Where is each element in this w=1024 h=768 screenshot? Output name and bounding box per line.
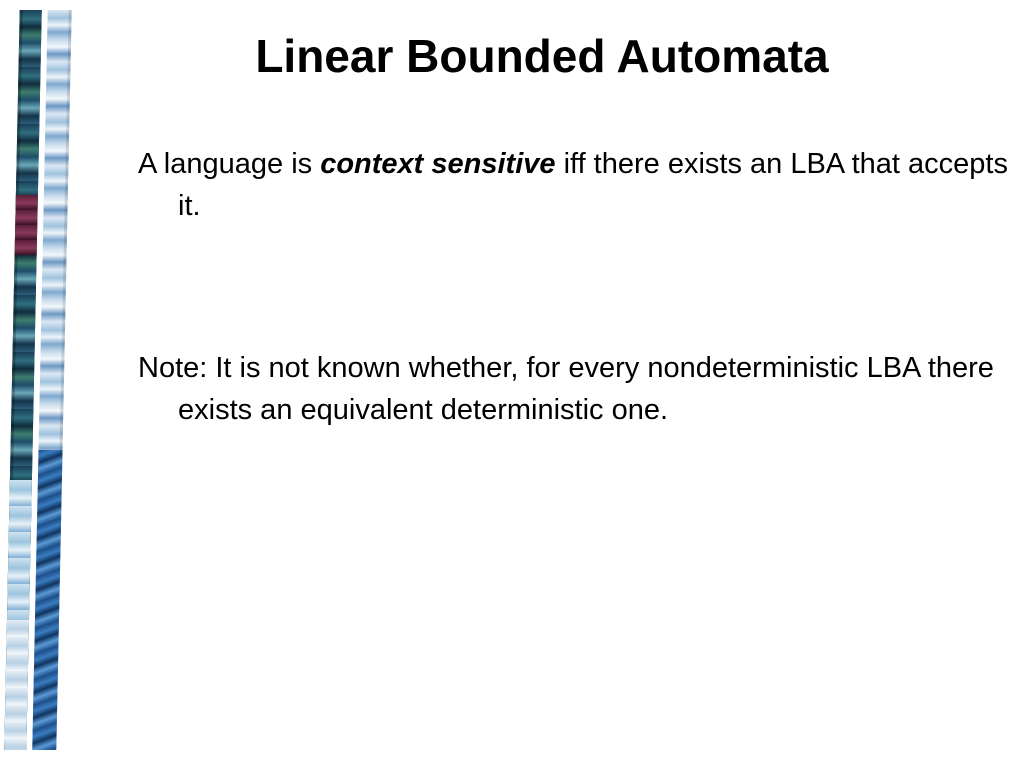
definition-paragraph xyxy=(138,143,1024,227)
quilt-strip-segment xyxy=(15,195,38,255)
definition-text-end: iff there exists an LBA that accepts it. xyxy=(178,148,1008,222)
quilt-strip-segment xyxy=(7,480,32,630)
note-paragraph: Note: It is not known whether, for every nondeterministic LBA there exists an equivalent deterministic one. xyxy=(138,352,994,426)
emphasized-term: context sensitive xyxy=(320,148,556,180)
slide-title: Linear Bounded Automata xyxy=(255,30,829,82)
quilt-strip-segment xyxy=(32,450,62,750)
definition-text-start: A language is xyxy=(138,148,321,180)
quilt-strip-segment xyxy=(4,620,29,750)
